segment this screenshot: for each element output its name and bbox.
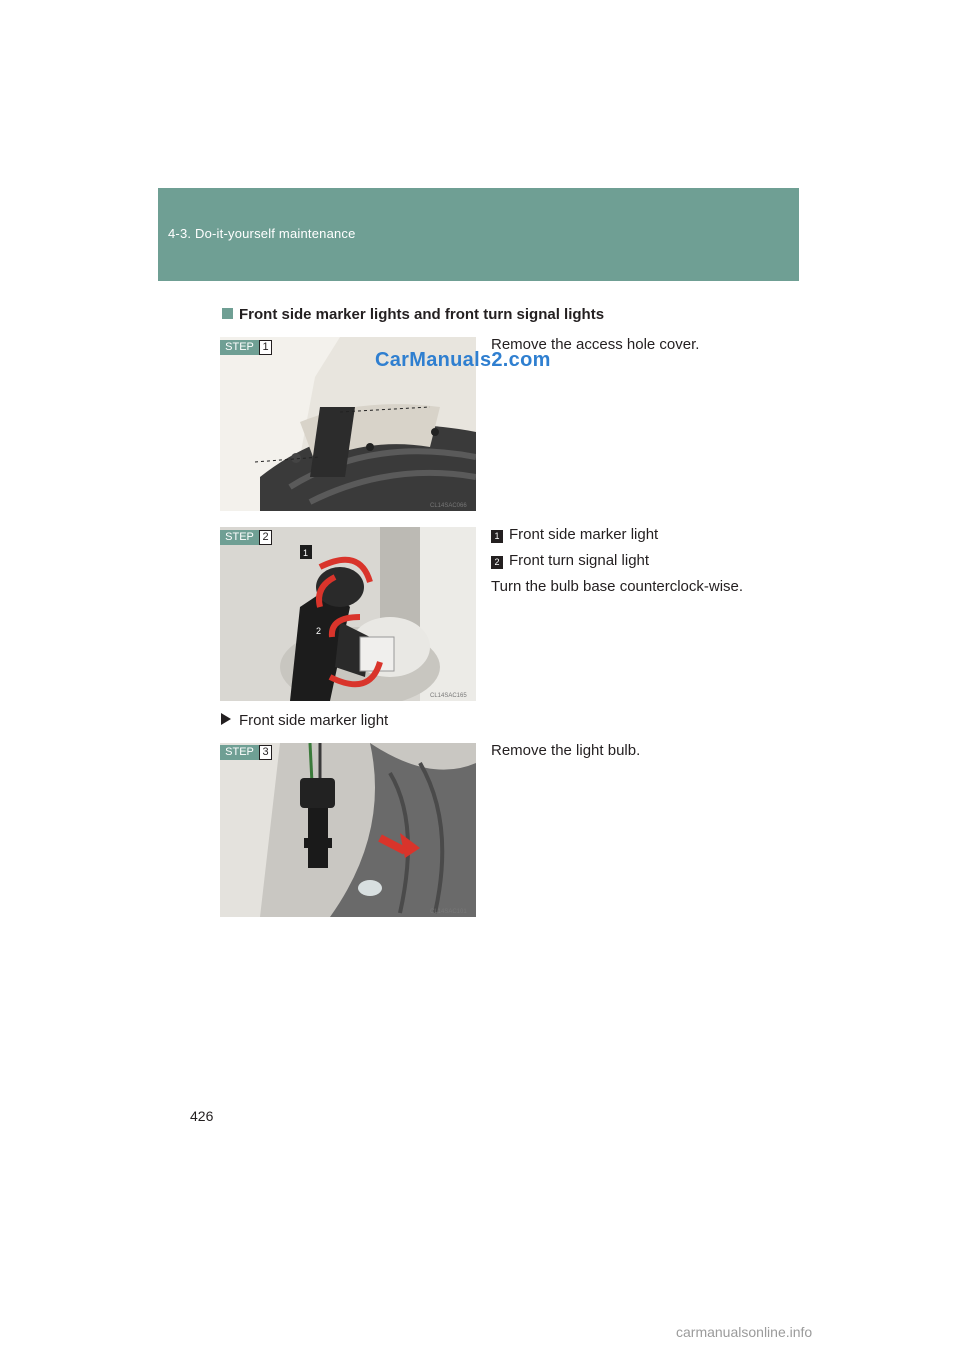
watermark: CarManuals2.com bbox=[375, 349, 551, 371]
step-number: 3 bbox=[259, 745, 272, 760]
step-number: 2 bbox=[259, 530, 272, 545]
svg-text:CL14SAC066: CL14SAC066 bbox=[430, 503, 467, 509]
footer-watermark: carmanualsonline.info bbox=[676, 1324, 813, 1340]
step1-label bbox=[220, 340, 272, 355]
svg-text:CL14SAC101: CL14SAC101 bbox=[430, 909, 467, 915]
step2-text: Turn the bulb base counterclock-wise. bbox=[491, 578, 744, 595]
step-word: STEP bbox=[220, 340, 259, 355]
step-word: STEP bbox=[220, 530, 259, 545]
step-word: STEP bbox=[220, 745, 259, 760]
step3-illustration bbox=[220, 743, 476, 917]
section-title-text: Front side marker lights and front turn signal lights bbox=[239, 306, 605, 323]
chapter-header: 4-3. Do-it-yourself maintenance bbox=[168, 226, 356, 241]
step-number: 1 bbox=[259, 340, 272, 355]
subheading-text: Front side marker light bbox=[239, 712, 389, 729]
header-band bbox=[158, 188, 799, 281]
callout-1-text: Front side marker light bbox=[509, 526, 659, 543]
svg-text:CL14SAC165: CL14SAC165 bbox=[430, 693, 467, 699]
section-title bbox=[222, 306, 604, 323]
page-number: 426 bbox=[190, 1108, 214, 1124]
callout-2 bbox=[491, 548, 649, 573]
svg-text:2: 2 bbox=[316, 626, 322, 636]
square-bullet-icon bbox=[222, 308, 233, 319]
step3-label bbox=[220, 745, 272, 760]
step2-label bbox=[220, 530, 272, 545]
badge-1: 1 bbox=[491, 530, 503, 543]
badge-2: 2 bbox=[491, 556, 503, 569]
subheading bbox=[221, 708, 388, 733]
step1-text: Remove the access hole cover. bbox=[491, 336, 700, 353]
triangle-bullet-icon bbox=[221, 713, 231, 725]
step3-text: Remove the light bulb. bbox=[491, 742, 641, 759]
callout-2-text: Front turn signal light bbox=[509, 552, 650, 569]
step2-illustration bbox=[220, 527, 476, 701]
callout-1 bbox=[491, 522, 658, 547]
svg-text:1: 1 bbox=[303, 548, 309, 558]
